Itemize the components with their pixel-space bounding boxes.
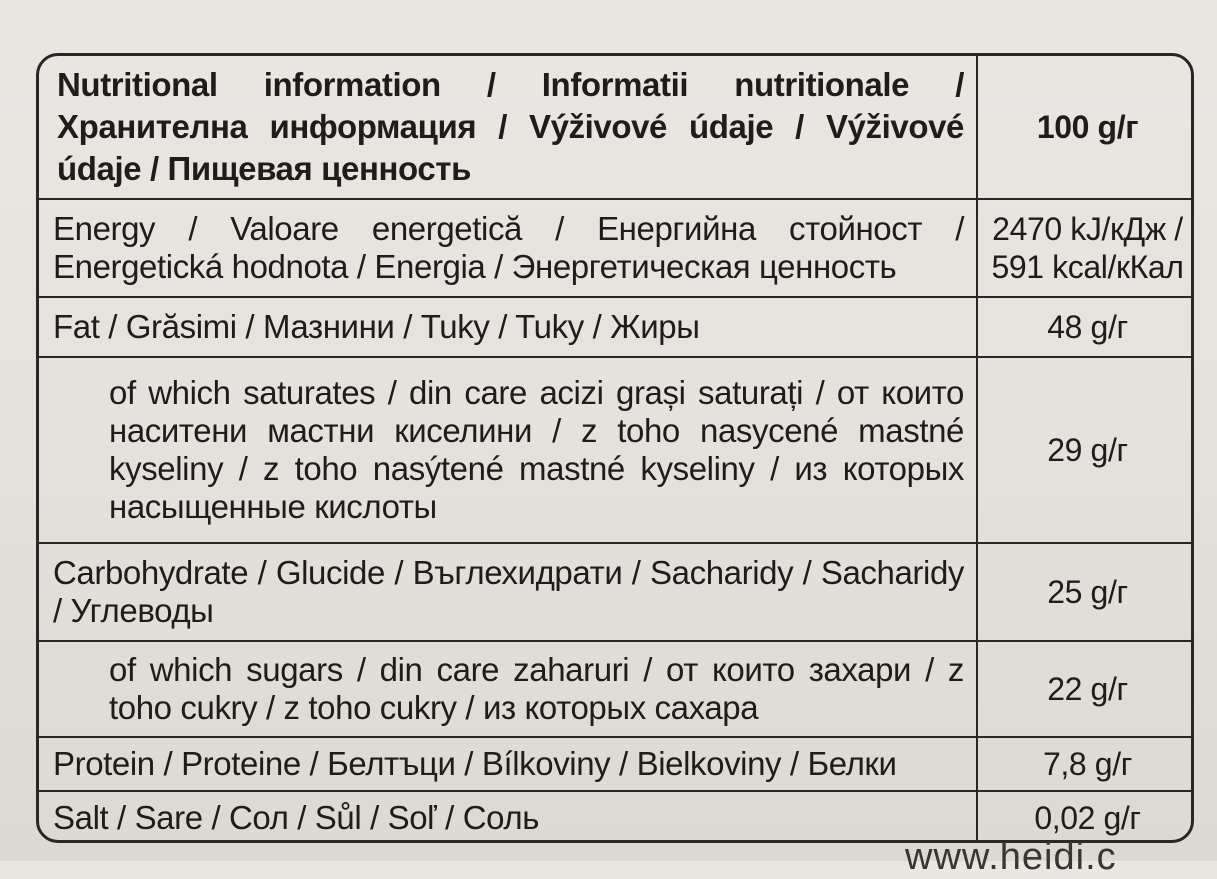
row-label-carbohydrate: Carbohydrate / Glucide / Въглехидрати / Sacharidy / Sacharidy / Углеводы bbox=[39, 543, 977, 641]
row-value-saturates bbox=[977, 357, 1194, 543]
table-row bbox=[39, 641, 1194, 737]
value-line: 7,8 g/г bbox=[1043, 746, 1132, 782]
value-line: 2470 kJ/кДж / bbox=[992, 211, 1183, 247]
row-value-carbohydrate bbox=[977, 543, 1194, 641]
row-value-sugars bbox=[977, 641, 1194, 737]
row-label-saturates: of which saturates / din care acizi grași saturați / от които наситени мастни киселини / z toho nasycené mastné kyseliny / z toho nasýtené mastné kyseliny / из которых насыщенные кислоты bbox=[39, 357, 977, 543]
value-line: 22 g/г bbox=[1047, 671, 1128, 707]
row-label-protein: Protein / Proteine / Белтъци / Bílkoviny / Bielkoviny / Белки bbox=[39, 737, 977, 791]
value-line: 29 g/г bbox=[1047, 432, 1128, 468]
table-row bbox=[39, 199, 1194, 297]
table-row bbox=[39, 543, 1194, 641]
value-line: 0,02 g/г bbox=[1034, 799, 1141, 836]
value-line: 25 g/г bbox=[1047, 574, 1128, 610]
row-value-fat bbox=[977, 297, 1194, 357]
row-label-salt: Salt / Sare / Сол / Sůl / Soľ / Соль bbox=[39, 791, 977, 843]
website-text: www.heidi.c bbox=[905, 836, 1117, 878]
row-label-sugars: of which sugars / din care zaharuri / от които захари / z toho cukry / z toho cukry / из которых сахара bbox=[39, 641, 977, 737]
table-row bbox=[39, 737, 1194, 791]
table-header-row bbox=[39, 56, 1194, 199]
nutrition-table bbox=[39, 56, 1194, 843]
header-label: Nutritional information / Informatii nutritionale / Хранителна информация / Výživové údaje / Výživové údaje / Пищевая ценность bbox=[39, 56, 977, 199]
value-line: 591 kcal/кКал bbox=[991, 249, 1184, 285]
table-row bbox=[39, 297, 1194, 357]
row-value-protein bbox=[977, 737, 1194, 791]
row-label-fat: Fat / Grăsimi / Мазнини / Tuky / Tuky / Жиры bbox=[39, 297, 977, 357]
nutrition-label-panel bbox=[36, 53, 1194, 843]
value-line: 48 g/г bbox=[1047, 309, 1128, 345]
row-label-energy: Energy / Valoare energetică / Енергийна стойност / Energetická hodnota / Energia / Энергетическая ценность bbox=[39, 199, 977, 297]
row-value-energy bbox=[977, 199, 1194, 297]
header-value: 100 g/г bbox=[977, 56, 1194, 199]
table-row bbox=[39, 357, 1194, 543]
